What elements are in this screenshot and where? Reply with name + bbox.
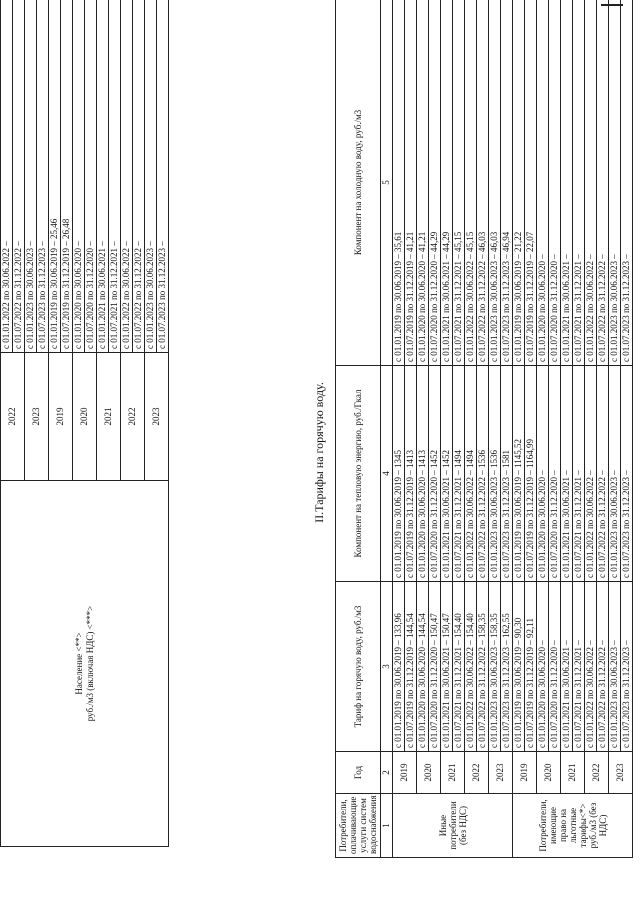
population-label-cell	[1, 481, 169, 847]
tariff-line-h1: с 01.01.2021 по 30.06.2021 –	[97, 241, 107, 349]
year-cell: 2023	[609, 752, 633, 794]
cold-line: с 01.07.2021 по 31.12.2021 – 45,15	[452, 0, 464, 365]
thermal-line: с 01.01.2020 по 30.06.2020 –	[537, 470, 547, 578]
tariff-cell	[465, 582, 489, 752]
population-tariff-table	[0, 0, 169, 847]
cold-line: с 01.01.2019 по 30.06.2019 – 35,61	[393, 231, 403, 362]
year-cell: 2020	[537, 752, 561, 794]
tariff-line-h1: с 01.01.2019 по 30.06.2019 – 25,46	[49, 218, 59, 349]
population-year: 2023	[145, 353, 169, 481]
population-year: 2023	[25, 353, 49, 481]
header-tariff: Тариф на горячую воду, руб./м3	[336, 582, 381, 752]
tariff-line-h2: с 01.07.2020 по 31.12.2020 –	[84, 0, 96, 352]
cold-line: с 01.01.2019 по 30.06.2019 – 21,22	[513, 231, 523, 362]
thermal-cell	[489, 366, 513, 582]
population-tariff	[73, 0, 97, 353]
cold-line: с 01.01.2023 по 30.06.2023 – 46,03	[489, 231, 499, 362]
tariff-line: с 01.07.2023 по 31.12.2023 –	[620, 582, 632, 751]
thermal-line: с 01.01.2022 по 30.06.2022 –	[585, 470, 595, 578]
thermal-line: с 01.07.2021 по 31.12.2021 –	[572, 366, 584, 581]
thermal-cell	[585, 366, 609, 582]
cold-cell	[393, 0, 417, 366]
population-tariff	[121, 0, 145, 353]
header-row	[336, 0, 381, 858]
cold-cell	[465, 0, 489, 366]
cold-cell	[513, 0, 537, 366]
tariff-line: с 01.01.2022 по 30.06.2022 – 154,40	[465, 613, 475, 748]
population-tariff	[145, 0, 169, 353]
cold-line: с 01.07.2021 по 31.12.2021 –	[572, 0, 584, 365]
tariff-cell	[609, 582, 633, 752]
tariff-line-h2: с 01.07.2021 по 31.12.2021 –	[108, 0, 120, 352]
thermal-line: с 01.07.2021 по 31.12.2021 – 1494	[452, 366, 464, 581]
tariff-line: с 01.07.2022 по 31.12.2022 – 158,35	[476, 582, 488, 751]
cold-line: с 01.01.2021 по 30.06.2021 – 44,29	[441, 231, 451, 362]
year-cell: 2020	[417, 752, 441, 794]
thermal-cell	[561, 366, 585, 582]
tariff-line: с 01.01.2021 по 30.06.2021 – 150,47	[441, 613, 451, 748]
thermal-cell	[417, 366, 441, 582]
tariff-line-h2: с 01.07.2022 по 31.12.2022 –	[12, 0, 24, 352]
column-number: 2	[381, 752, 393, 794]
tariff-cell	[537, 582, 561, 752]
tariff-cell	[489, 582, 513, 752]
thermal-line: с 01.07.2020 по 31.12.2020 –	[548, 366, 560, 581]
cold-line: с 01.07.2022 по 31.12.2022 –	[596, 0, 608, 365]
tariff-line: с 01.07.2021 по 31.12.2021 – 154,40	[452, 582, 464, 751]
tariff-line-h2: с 01.07.2023 по 31.12.2023 –	[36, 0, 48, 352]
table-row	[489, 0, 513, 858]
header-thermal-component: Компонент на тепловую энергию, руб./Гкал	[336, 366, 381, 582]
table-row	[609, 0, 633, 858]
cold-line: с 01.01.2022 по 30.06.2022 – 45,15	[465, 231, 475, 362]
tariff-line: с 01.01.2020 по 30.06.2020 –	[537, 640, 547, 748]
year-cell: 2021	[441, 752, 465, 794]
tariff-line-h1: с 01.01.2023 по 30.06.2023 –	[145, 241, 155, 349]
cold-cell	[561, 0, 585, 366]
cold-cell	[417, 0, 441, 366]
tariff-line: с 01.07.2022 по 31.12.2022 –	[596, 582, 608, 751]
cold-cell	[441, 0, 465, 366]
thermal-cell	[609, 366, 633, 582]
year-cell: 2022	[465, 752, 489, 794]
thermal-line: с 01.07.2019 по 31.12.2019 – 1164,99	[524, 366, 536, 581]
cold-line: с 01.07.2022 по 31.12.2022 – 46,03	[476, 0, 488, 365]
tariff-line: с 01.07.2020 по 31.12.2020 – 150,47	[428, 582, 440, 751]
tariff-line: с 01.01.2019 по 30.06.2019 – 90,30	[513, 617, 523, 748]
cold-cell	[609, 0, 633, 366]
column-number: 5	[381, 0, 393, 366]
tariff-line-h2: с 01.07.2023 по 31.12.2023 –	[156, 0, 168, 352]
thermal-line: с 01.01.2019 по 30.06.2019 – 1345	[393, 449, 403, 578]
cold-line: с 01.01.2020 по 30.06.2020 – 41,21	[417, 231, 427, 362]
cold-line: с 01.07.2020 по 31.12.2020 – 44,29	[428, 0, 440, 365]
header-consumers: Потребители, оплачивающие услуги систем водоснабжения	[336, 794, 381, 858]
population-tariff	[25, 0, 49, 353]
cold-line: с 01.01.2021 по 30.06.2021 –	[561, 254, 571, 362]
tariff-line: с 01.07.2019 по 31.12.2019 – 144,54	[404, 582, 416, 751]
cold-line: с 01.07.2019 по 31.12.2019 – 41,21	[404, 0, 416, 365]
hot-water-table-body	[393, 0, 633, 858]
thermal-line: с 01.07.2022 по 31.12.2022 – 1536	[476, 366, 488, 581]
tariff-cell	[561, 582, 585, 752]
population-row	[1, 0, 25, 847]
section-title: II.Тарифы на горячую воду.	[312, 382, 326, 523]
cold-cell	[537, 0, 561, 366]
table-row	[513, 0, 537, 858]
column-number: 1	[381, 794, 393, 858]
tariff-line-h1: с 01.01.2023 по 30.06.2023 –	[25, 241, 35, 349]
cold-cell	[585, 0, 609, 366]
table-row	[585, 0, 609, 858]
thermal-line: с 01.01.2023 по 30.06.2023 – 1536	[489, 449, 499, 578]
table-row	[537, 0, 561, 858]
thermal-cell	[513, 366, 537, 582]
population-year: 2021	[97, 353, 121, 481]
cold-line: с 01.07.2023 по 31.12.2023 –	[620, 0, 632, 365]
cold-line: с 01.01.2022 по 30.06.2022 –	[585, 254, 595, 362]
table-row	[465, 0, 489, 858]
tariff-line: с 01.07.2019 по 31.12.2019 – 92,11	[524, 582, 536, 751]
cold-cell	[489, 0, 513, 366]
tariff-line: с 01.01.2020 по 30.06.2020 – 144,54	[417, 613, 427, 748]
header-year: Год	[336, 752, 381, 794]
table-row	[417, 0, 441, 858]
thermal-line: с 01.07.2023 по 31.12.2023 – 1581	[500, 366, 512, 581]
tariff-line: с 01.01.2022 по 30.06.2022 –	[585, 640, 595, 748]
cold-line: с 01.07.2020 по 31.12.2020 –	[548, 0, 560, 365]
tariff-line: с 01.07.2023 по 31.12.2023 – 162,55	[500, 582, 512, 751]
tariff-cell	[417, 582, 441, 752]
thermal-line: с 01.01.2021 по 30.06.2021 –	[561, 470, 571, 578]
column-number: 4	[381, 366, 393, 582]
tariff-cell	[441, 582, 465, 752]
consumer-group-label: Потребители, имеющие право на льготные тарифы<*> руб./м3 (без НДС)	[513, 794, 633, 858]
tariff-line-h1: с 01.01.2022 по 30.06.2022 –	[1, 241, 11, 349]
thermal-line: с 01.07.2020 по 31.12.2020 – 1452	[428, 366, 440, 581]
tariff-line-h1: с 01.01.2020 по 30.06.2020 –	[73, 241, 83, 349]
thermal-line: с 01.01.2021 по 30.06.2021 – 1452	[441, 449, 451, 578]
table-row	[441, 0, 465, 858]
population-year: 2019	[49, 353, 73, 481]
tariff-line: с 01.01.2019 по 30.06.2019 – 133,96	[393, 613, 403, 748]
population-year: 2022	[121, 353, 145, 481]
tariff-cell	[585, 582, 609, 752]
tariff-cell	[393, 582, 417, 752]
population-tariff	[49, 0, 73, 353]
thermal-cell	[465, 366, 489, 582]
thermal-line: с 01.01.2023 по 30.06.2023 –	[609, 470, 619, 578]
thermal-line: с 01.01.2022 по 30.06.2022 – 1494	[465, 449, 475, 578]
thermal-line: с 01.07.2022 по 31.12.2022 –	[596, 366, 608, 581]
thermal-line: с 01.01.2019 по 30.06.2019 – 1145,52	[513, 439, 523, 578]
table-row	[561, 0, 585, 858]
column-number-row	[381, 0, 393, 858]
hot-water-tariff-table	[335, 0, 633, 858]
year-cell: 2023	[489, 752, 513, 794]
tariff-line: с 01.01.2023 по 30.06.2023 – 158,35	[489, 613, 499, 748]
consumer-group-label: Иные потребители (без НДС)	[393, 794, 513, 858]
year-cell: 2019	[393, 752, 417, 794]
year-cell: 2022	[585, 752, 609, 794]
thermal-cell	[537, 366, 561, 582]
cold-line: с 01.01.2023 по 30.06.2023 –	[609, 254, 619, 362]
tariff-line-h1: с 01.01.2022 по 30.06.2022 –	[121, 241, 131, 349]
thermal-cell	[393, 366, 417, 582]
tariff-line: с 01.01.2023 по 30.06.2023 –	[609, 640, 619, 748]
thermal-line: с 01.07.2019 по 31.12.2019 – 1413	[404, 366, 416, 581]
tariff-line: с 01.07.2020 по 31.12.2020 –	[548, 582, 560, 751]
column-number: 3	[381, 582, 393, 752]
cold-line: с 01.01.2020 по 30.06.2020 –	[537, 254, 547, 362]
thermal-cell	[441, 366, 465, 582]
cold-line: с 01.07.2019 по 31.12.2019 – 22,07	[524, 0, 536, 365]
table-row	[393, 0, 417, 858]
population-year: 2022	[1, 353, 25, 481]
year-cell: 2021	[561, 752, 585, 794]
thermal-line: с 01.07.2023 по 31.12.2023 –	[620, 366, 632, 581]
tariff-line: с 01.01.2021 по 30.06.2021 –	[561, 640, 571, 748]
year-cell: 2019	[513, 752, 537, 794]
tariff-cell	[513, 582, 537, 752]
thermal-line: с 01.01.2020 по 30.06.2020 – 1413	[417, 449, 427, 578]
population-year: 2020	[73, 353, 97, 481]
header-cold-water-component: Компонент на холодную воду, руб./м3	[336, 0, 381, 366]
tariff-line: с 01.07.2021 по 31.12.2021 –	[572, 582, 584, 751]
tariff-line-h2: с 01.07.2022 по 31.12.2022 –	[132, 0, 144, 352]
population-tariff	[97, 0, 121, 353]
population-tariff	[1, 0, 25, 353]
population-label-line2: руб./м3 (включая НДС) <***>	[84, 605, 95, 722]
population-label-line1: Население <**>	[73, 632, 84, 695]
tariff-line-h2: с 01.07.2019 по 31.12.2019 – 26,48	[60, 0, 72, 352]
cold-line: с 01.07.2023 по 31.12.2023 – 46,94	[500, 0, 512, 365]
